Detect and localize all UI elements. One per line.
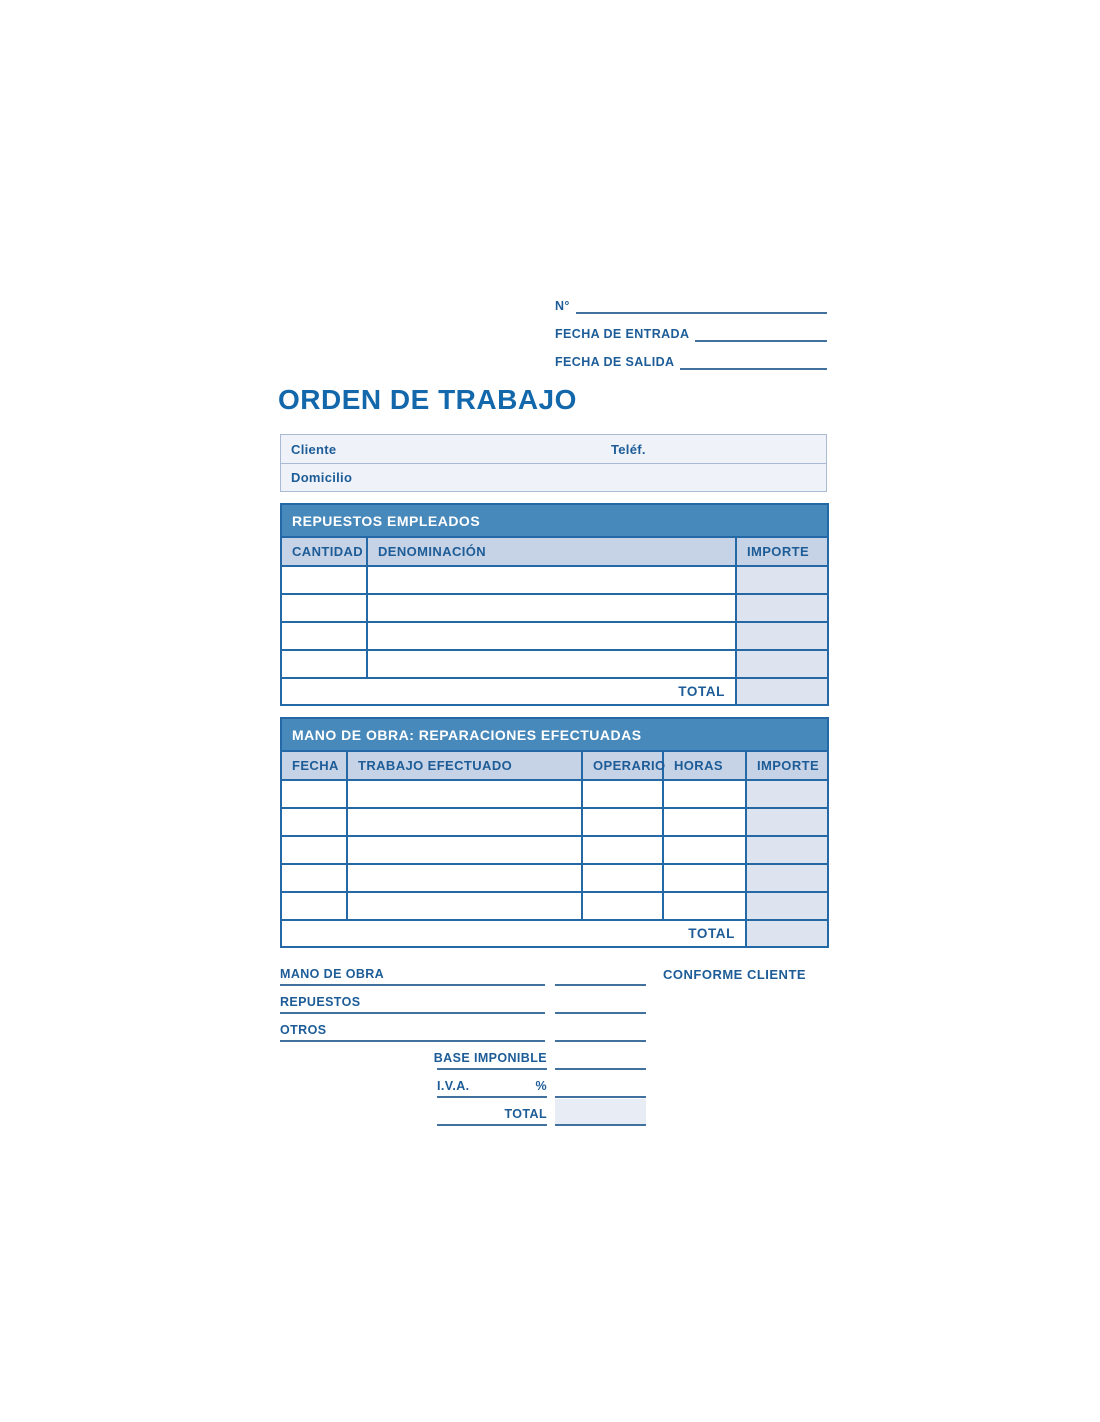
telefono-label: Teléf.	[611, 441, 646, 457]
grand-total-row	[280, 1098, 827, 1126]
empty-cell[interactable]	[736, 594, 828, 622]
parts-total-label: TOTAL	[281, 678, 736, 705]
empty-cell[interactable]	[582, 892, 663, 920]
conforme-cliente-label: CONFORME CLIENTE	[663, 967, 807, 982]
table-row	[281, 650, 828, 678]
col-trabajo-efectuado: TRABAJO EFECTUADO	[347, 751, 582, 780]
client-row[interactable]	[281, 435, 826, 463]
empty-cell[interactable]	[746, 864, 828, 892]
iva-line	[437, 1079, 547, 1098]
iva-percent-label: %	[535, 1079, 547, 1093]
base-imponible-amount-line[interactable]	[555, 1058, 646, 1070]
empty-cell[interactable]	[663, 780, 746, 808]
base-imponible-row	[280, 1042, 827, 1070]
fecha-entrada-input-line[interactable]	[695, 332, 827, 342]
labor-total-value-cell[interactable]	[746, 920, 828, 947]
empty-cell[interactable]	[281, 622, 367, 650]
empty-cell[interactable]	[347, 892, 582, 920]
parts-total-value-cell[interactable]	[736, 678, 828, 705]
empty-cell[interactable]	[281, 892, 347, 920]
domicilio-row[interactable]	[281, 463, 826, 491]
fecha-entrada-row	[555, 314, 827, 342]
empty-cell[interactable]	[367, 566, 736, 594]
otros-line[interactable]	[280, 1023, 545, 1042]
empty-cell[interactable]	[347, 864, 582, 892]
empty-cell[interactable]	[367, 594, 736, 622]
iva-label: I.V.A.	[437, 1079, 470, 1093]
numero-input-line[interactable]	[576, 304, 827, 314]
empty-cell[interactable]	[281, 566, 367, 594]
fecha-salida-label: FECHA DE SALIDA	[555, 355, 675, 369]
empty-cell[interactable]	[746, 836, 828, 864]
iva-row	[280, 1070, 827, 1098]
parts-table-title: REPUESTOS EMPLEADOS	[281, 504, 828, 537]
parts-table	[280, 503, 829, 706]
grand-total-line	[437, 1107, 547, 1126]
table-row	[281, 566, 828, 594]
empty-cell[interactable]	[746, 808, 828, 836]
cliente-label: Cliente	[291, 441, 337, 457]
empty-cell[interactable]	[736, 566, 828, 594]
repuestos-amount-line[interactable]	[555, 1002, 646, 1014]
empty-cell[interactable]	[582, 808, 663, 836]
empty-cell[interactable]	[746, 780, 828, 808]
otros-label: OTROS	[280, 1023, 327, 1037]
table-row	[281, 808, 828, 836]
empty-cell[interactable]	[281, 808, 347, 836]
fecha-entrada-label: FECHA DE ENTRADA	[555, 327, 690, 341]
summary-section	[280, 958, 827, 1126]
mano-de-obra-label: MANO DE OBRA	[280, 967, 385, 981]
parts-total-row	[281, 678, 828, 705]
table-row	[281, 622, 828, 650]
empty-cell[interactable]	[347, 780, 582, 808]
empty-cell[interactable]	[663, 892, 746, 920]
mano-de-obra-line[interactable]	[280, 967, 545, 986]
parts-header-row	[281, 537, 828, 566]
page-title: ORDEN DE TRABAJO	[278, 384, 577, 415]
table-row	[281, 780, 828, 808]
col-denominacion: DENOMINACIÓN	[367, 537, 736, 566]
col-horas: HORAS	[663, 751, 746, 780]
col-cantidad: CANTIDAD	[281, 537, 367, 566]
labor-total-row	[281, 920, 828, 947]
numero-row	[555, 286, 827, 314]
parts-band-row	[281, 504, 828, 537]
empty-cell[interactable]	[367, 650, 736, 678]
col-operario: OPERARIO	[582, 751, 663, 780]
base-imponible-label: BASE IMPONIBLE	[433, 1051, 547, 1065]
repuestos-row	[280, 986, 827, 1014]
labor-table-title: MANO DE OBRA: REPARACIONES EFECTUADAS	[281, 718, 828, 751]
empty-cell[interactable]	[347, 836, 582, 864]
empty-cell[interactable]	[663, 836, 746, 864]
empty-cell[interactable]	[746, 892, 828, 920]
labor-band-row	[281, 718, 828, 751]
empty-cell[interactable]	[281, 864, 347, 892]
table-row	[281, 594, 828, 622]
iva-amount-line[interactable]	[555, 1086, 646, 1098]
grand-total-label: TOTAL	[504, 1107, 547, 1121]
empty-cell[interactable]	[582, 780, 663, 808]
col-importe: IMPORTE	[746, 751, 828, 780]
col-importe: IMPORTE	[736, 537, 828, 566]
empty-cell[interactable]	[582, 836, 663, 864]
empty-cell[interactable]	[736, 650, 828, 678]
table-row	[281, 864, 828, 892]
empty-cell[interactable]	[582, 864, 663, 892]
empty-cell[interactable]	[281, 836, 347, 864]
fecha-salida-row	[555, 342, 827, 370]
top-fields	[555, 286, 827, 370]
mano-de-obra-row	[280, 958, 827, 986]
empty-cell[interactable]	[663, 808, 746, 836]
client-info-box	[280, 434, 827, 492]
empty-cell[interactable]	[347, 808, 582, 836]
empty-cell[interactable]	[281, 780, 347, 808]
col-fecha: FECHA	[281, 751, 347, 780]
empty-cell[interactable]	[281, 594, 367, 622]
numero-label: N°	[555, 299, 570, 313]
table-row	[281, 836, 828, 864]
grand-total-amount-box[interactable]	[555, 1099, 646, 1126]
empty-cell[interactable]	[663, 864, 746, 892]
empty-cell[interactable]	[367, 622, 736, 650]
repuestos-label: REPUESTOS	[280, 995, 361, 1009]
repuestos-line[interactable]	[280, 995, 545, 1014]
otros-amount-line[interactable]	[555, 1030, 646, 1042]
empty-cell[interactable]	[736, 622, 828, 650]
labor-total-label: TOTAL	[281, 920, 746, 947]
otros-row	[280, 1014, 827, 1042]
mano-de-obra-amount-line[interactable]	[555, 974, 646, 986]
base-imponible-line	[433, 1051, 547, 1070]
labor-table	[280, 717, 829, 948]
fecha-salida-input-line[interactable]	[680, 360, 827, 370]
domicilio-label: Domicilio	[291, 470, 353, 485]
labor-header-row	[281, 751, 828, 780]
table-row	[281, 892, 828, 920]
empty-cell[interactable]	[281, 650, 367, 678]
